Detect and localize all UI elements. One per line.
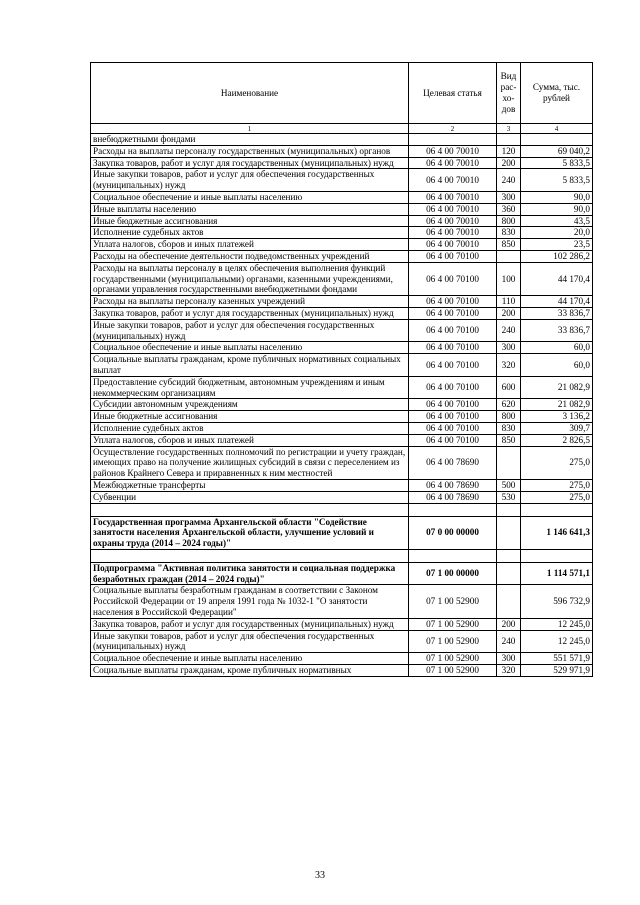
- row-expense-type-cell: 830: [497, 422, 521, 434]
- row-sum-cell: 2 826,5: [521, 434, 593, 446]
- table-row: [91, 562, 593, 585]
- row-expense-type-cell: 320: [497, 354, 521, 377]
- table-row: [91, 250, 593, 262]
- row-sum-cell: 90,0: [521, 191, 593, 203]
- row-name-cell: Расходы на обеспечение деятельности подведомственных учреждений: [91, 250, 409, 262]
- table-row: [91, 618, 593, 630]
- row-sum-cell: 1 114 571,1: [521, 562, 593, 585]
- row-expense-type-cell: 110: [497, 296, 521, 308]
- row-expense-type-cell: 850: [497, 239, 521, 251]
- row-name-cell: Социальное обеспечение и иные выплаты населению: [91, 191, 409, 203]
- row-expense-type-cell: 850: [497, 434, 521, 446]
- row-target-article-cell: 06 4 00 78690: [409, 446, 497, 479]
- row-target-article-cell: 06 4 00 70100: [409, 399, 497, 411]
- row-target-article-cell: 06 4 00 70100: [409, 319, 497, 342]
- table-row: [91, 376, 593, 399]
- row-sum-cell: [521, 503, 593, 516]
- row-sum-cell: 551 571,9: [521, 653, 593, 665]
- table-row: [91, 665, 593, 677]
- row-target-article-cell: 07 1 00 52900: [409, 618, 497, 630]
- row-expense-type-cell: 500: [497, 479, 521, 491]
- row-name-cell: Социальное обеспечение и иные выплаты населению: [91, 653, 409, 665]
- table-row: [91, 227, 593, 239]
- row-target-article-cell: 07 1 00 52900: [409, 630, 497, 653]
- row-target-article-cell: [409, 549, 497, 562]
- table-row: [91, 653, 593, 665]
- column-number-row: [91, 124, 593, 134]
- row-expense-type-cell: 240: [497, 169, 521, 192]
- row-name-cell: Закупка товаров, работ и услуг для государственных (муниципальных) нужд: [91, 618, 409, 630]
- table-row: [91, 157, 593, 169]
- row-sum-cell: 44 170,4: [521, 262, 593, 295]
- table-row: [91, 411, 593, 423]
- row-name-cell: Исполнение судебных актов: [91, 422, 409, 434]
- row-target-article-cell: 06 4 00 70100: [409, 422, 497, 434]
- row-sum-cell: 596 732,9: [521, 585, 593, 618]
- row-expense-type-cell: 300: [497, 191, 521, 203]
- row-target-article-cell: 06 4 00 70010: [409, 191, 497, 203]
- row-name-cell: Уплата налогов, сборов и иных платежей: [91, 434, 409, 446]
- budget-table: [90, 62, 593, 677]
- row-expense-type-cell: [497, 585, 521, 618]
- row-name-cell: Социальные выплаты безработным гражданам в соответствии с Законом Российской Федерации от 19 апреля 1991 года № 1032-1 "О занятости населения в Российской Федерации": [91, 585, 409, 618]
- row-sum-cell: 529 971,9: [521, 665, 593, 677]
- row-sum-cell: 309,7: [521, 422, 593, 434]
- table-body: [91, 134, 593, 677]
- table-row: [91, 342, 593, 354]
- row-expense-type-cell: 300: [497, 653, 521, 665]
- row-target-article-cell: 06 4 00 70100: [409, 354, 497, 377]
- row-sum-cell: 275,0: [521, 491, 593, 503]
- row-target-article-cell: 06 4 00 70100: [409, 307, 497, 319]
- table-row: [91, 630, 593, 653]
- table-row: [91, 585, 593, 618]
- row-target-article-cell: 06 4 00 70010: [409, 227, 497, 239]
- row-expense-type-cell: 200: [497, 157, 521, 169]
- table-row: [91, 354, 593, 377]
- row-target-article-cell: 07 1 00 52900: [409, 585, 497, 618]
- row-target-article-cell: 06 4 00 78690: [409, 479, 497, 491]
- row-sum-cell: 102 286,2: [521, 250, 593, 262]
- row-sum-cell: 44 170,4: [521, 296, 593, 308]
- table-row: [91, 203, 593, 215]
- table-row: [91, 215, 593, 227]
- table-row: [91, 479, 593, 491]
- row-name-cell: Субсидии автономным учреждениям: [91, 399, 409, 411]
- row-target-article-cell: 06 4 00 70100: [409, 411, 497, 423]
- row-name-cell: Иные закупки товаров, работ и услуг для обеспечения государственных (муниципальных) нужд: [91, 319, 409, 342]
- table-row: [91, 307, 593, 319]
- row-target-article-cell: 06 4 00 70010: [409, 157, 497, 169]
- row-name-cell: Социальное обеспечение и иные выплаты населению: [91, 342, 409, 354]
- row-expense-type-cell: 200: [497, 618, 521, 630]
- row-target-article-cell: 06 4 00 70100: [409, 262, 497, 295]
- row-target-article-cell: 06 4 00 70100: [409, 296, 497, 308]
- header-sum: Сумма, тыс. рублей: [521, 63, 593, 124]
- table-row: [91, 239, 593, 251]
- row-name-cell: Уплата налогов, сборов и иных платежей: [91, 239, 409, 251]
- row-expense-type-cell: 240: [497, 319, 521, 342]
- row-expense-type-cell: 240: [497, 630, 521, 653]
- row-sum-cell: 33 836,7: [521, 307, 593, 319]
- header-expense-type: Вид рас-хо-дов: [497, 63, 521, 124]
- row-sum-cell: 5 833,5: [521, 157, 593, 169]
- row-target-article-cell: 07 1 00 52900: [409, 653, 497, 665]
- row-name-cell: Межбюджетные трансферты: [91, 479, 409, 491]
- column-number: 3: [497, 124, 521, 134]
- table-row: [91, 503, 593, 516]
- row-target-article-cell: [409, 134, 497, 146]
- row-expense-type-cell: [497, 503, 521, 516]
- row-target-article-cell: 06 4 00 70010: [409, 169, 497, 192]
- row-sum-cell: 275,0: [521, 479, 593, 491]
- row-target-article-cell: 06 4 00 78690: [409, 491, 497, 503]
- row-expense-type-cell: 100: [497, 262, 521, 295]
- row-sum-cell: 60,0: [521, 354, 593, 377]
- table-row: [91, 549, 593, 562]
- table-row: [91, 434, 593, 446]
- row-name-cell: Расходы на выплаты персоналу казенных учреждений: [91, 296, 409, 308]
- row-expense-type-cell: 200: [497, 307, 521, 319]
- row-sum-cell: 43,5: [521, 215, 593, 227]
- row-expense-type-cell: 620: [497, 399, 521, 411]
- row-expense-type-cell: 300: [497, 342, 521, 354]
- row-name-cell: Субвенции: [91, 491, 409, 503]
- row-target-article-cell: 07 0 00 00000: [409, 516, 497, 549]
- row-target-article-cell: 06 4 00 70100: [409, 250, 497, 262]
- row-target-article-cell: 06 4 00 70100: [409, 434, 497, 446]
- table-row: [91, 296, 593, 308]
- table-row: [91, 399, 593, 411]
- row-name-cell: Закупка товаров, работ и услуг для государственных (муниципальных) нужд: [91, 157, 409, 169]
- row-target-article-cell: 06 4 00 70010: [409, 239, 497, 251]
- table-row: [91, 446, 593, 479]
- row-sum-cell: 12 245,0: [521, 630, 593, 653]
- header-name: Наименование: [91, 63, 409, 124]
- row-expense-type-cell: [497, 446, 521, 479]
- row-sum-cell: 60,0: [521, 342, 593, 354]
- row-sum-cell: 21 082,9: [521, 376, 593, 399]
- row-expense-type-cell: 360: [497, 203, 521, 215]
- row-target-article-cell: 06 4 00 70010: [409, 145, 497, 157]
- row-name-cell: Осуществление государственных полномочий по регистрации и учету граждан, имеющих право на получение жилищных субсидий в связи с переселением из районов Крайнего Севера и приравненных к ним местностей: [91, 446, 409, 479]
- row-name-cell: внебюджетными фондами: [91, 134, 409, 146]
- row-sum-cell: 3 136,2: [521, 411, 593, 423]
- row-name-cell: Закупка товаров, работ и услуг для государственных (муниципальных) нужд: [91, 307, 409, 319]
- table-row: [91, 191, 593, 203]
- row-target-article-cell: 07 1 00 52900: [409, 665, 497, 677]
- row-name-cell: Иные выплаты населению: [91, 203, 409, 215]
- table-row: [91, 145, 593, 157]
- table-row: [91, 134, 593, 146]
- column-number: 1: [91, 124, 409, 134]
- row-expense-type-cell: [497, 549, 521, 562]
- row-sum-cell: 12 245,0: [521, 618, 593, 630]
- row-sum-cell: [521, 134, 593, 146]
- table-row: [91, 262, 593, 295]
- row-sum-cell: 90,0: [521, 203, 593, 215]
- row-expense-type-cell: 800: [497, 411, 521, 423]
- column-number: 2: [409, 124, 497, 134]
- row-sum-cell: 69 040,2: [521, 145, 593, 157]
- row-sum-cell: 23,5: [521, 239, 593, 251]
- row-name-cell: Социальные выплаты гражданам, кроме публичных нормативных: [91, 665, 409, 677]
- row-name-cell: Подпрограмма "Активная политика занятости и социальная поддержка безработных граждан (2014 – 2024 годы)": [91, 562, 409, 585]
- column-number: 4: [521, 124, 593, 134]
- row-name-cell: [91, 549, 409, 562]
- row-target-article-cell: 06 4 00 70010: [409, 215, 497, 227]
- row-expense-type-cell: [497, 134, 521, 146]
- table-row: [91, 319, 593, 342]
- row-target-article-cell: 07 1 00 00000: [409, 562, 497, 585]
- row-target-article-cell: 06 4 00 70100: [409, 376, 497, 399]
- table-row: [91, 422, 593, 434]
- row-target-article-cell: 06 4 00 70010: [409, 203, 497, 215]
- row-sum-cell: 5 833,5: [521, 169, 593, 192]
- row-sum-cell: [521, 549, 593, 562]
- row-sum-cell: 275,0: [521, 446, 593, 479]
- row-expense-type-cell: 830: [497, 227, 521, 239]
- row-name-cell: Расходы на выплаты персоналу в целях обеспечения выполнения функций государственными (муниципальными) органами, казенными учреждениями, органами управления государственными внебюджетными фондами: [91, 262, 409, 295]
- row-name-cell: Иные закупки товаров, работ и услуг для обеспечения государственных (муниципальных) нужд: [91, 630, 409, 653]
- row-expense-type-cell: [497, 516, 521, 549]
- row-expense-type-cell: 600: [497, 376, 521, 399]
- table-header-row: [91, 63, 593, 124]
- row-expense-type-cell: [497, 562, 521, 585]
- row-name-cell: Расходы на выплаты персоналу государственных (муниципальных) органов: [91, 145, 409, 157]
- page-number: 33: [315, 870, 325, 881]
- header-target-article: Целевая статья: [409, 63, 497, 124]
- row-expense-type-cell: 320: [497, 665, 521, 677]
- table-row: [91, 516, 593, 549]
- row-target-article-cell: 06 4 00 70100: [409, 342, 497, 354]
- row-target-article-cell: [409, 503, 497, 516]
- row-expense-type-cell: 530: [497, 491, 521, 503]
- row-name-cell: Исполнение судебных актов: [91, 227, 409, 239]
- row-name-cell: Иные бюджетные ассигнования: [91, 411, 409, 423]
- table-row: [91, 169, 593, 192]
- row-name-cell: [91, 503, 409, 516]
- row-expense-type-cell: 120: [497, 145, 521, 157]
- row-sum-cell: 1 146 641,3: [521, 516, 593, 549]
- row-expense-type-cell: 800: [497, 215, 521, 227]
- row-name-cell: Социальные выплаты гражданам, кроме публичных нормативных социальных выплат: [91, 354, 409, 377]
- table-row: [91, 491, 593, 503]
- row-sum-cell: 21 082,9: [521, 399, 593, 411]
- row-expense-type-cell: [497, 250, 521, 262]
- row-name-cell: Иные бюджетные ассигнования: [91, 215, 409, 227]
- row-name-cell: Иные закупки товаров, работ и услуг для обеспечения государственных (муниципальных) нужд: [91, 169, 409, 192]
- row-name-cell: Предоставление субсидий бюджетным, автономным учреждениям и иным некоммерческим организациям: [91, 376, 409, 399]
- row-sum-cell: 20,0: [521, 227, 593, 239]
- row-name-cell: Государственная программа Архангельской области "Содействие занятости населения Архангельской области, улучшение условий и охраны труда (2014 – 2024 годы)": [91, 516, 409, 549]
- row-sum-cell: 33 836,7: [521, 319, 593, 342]
